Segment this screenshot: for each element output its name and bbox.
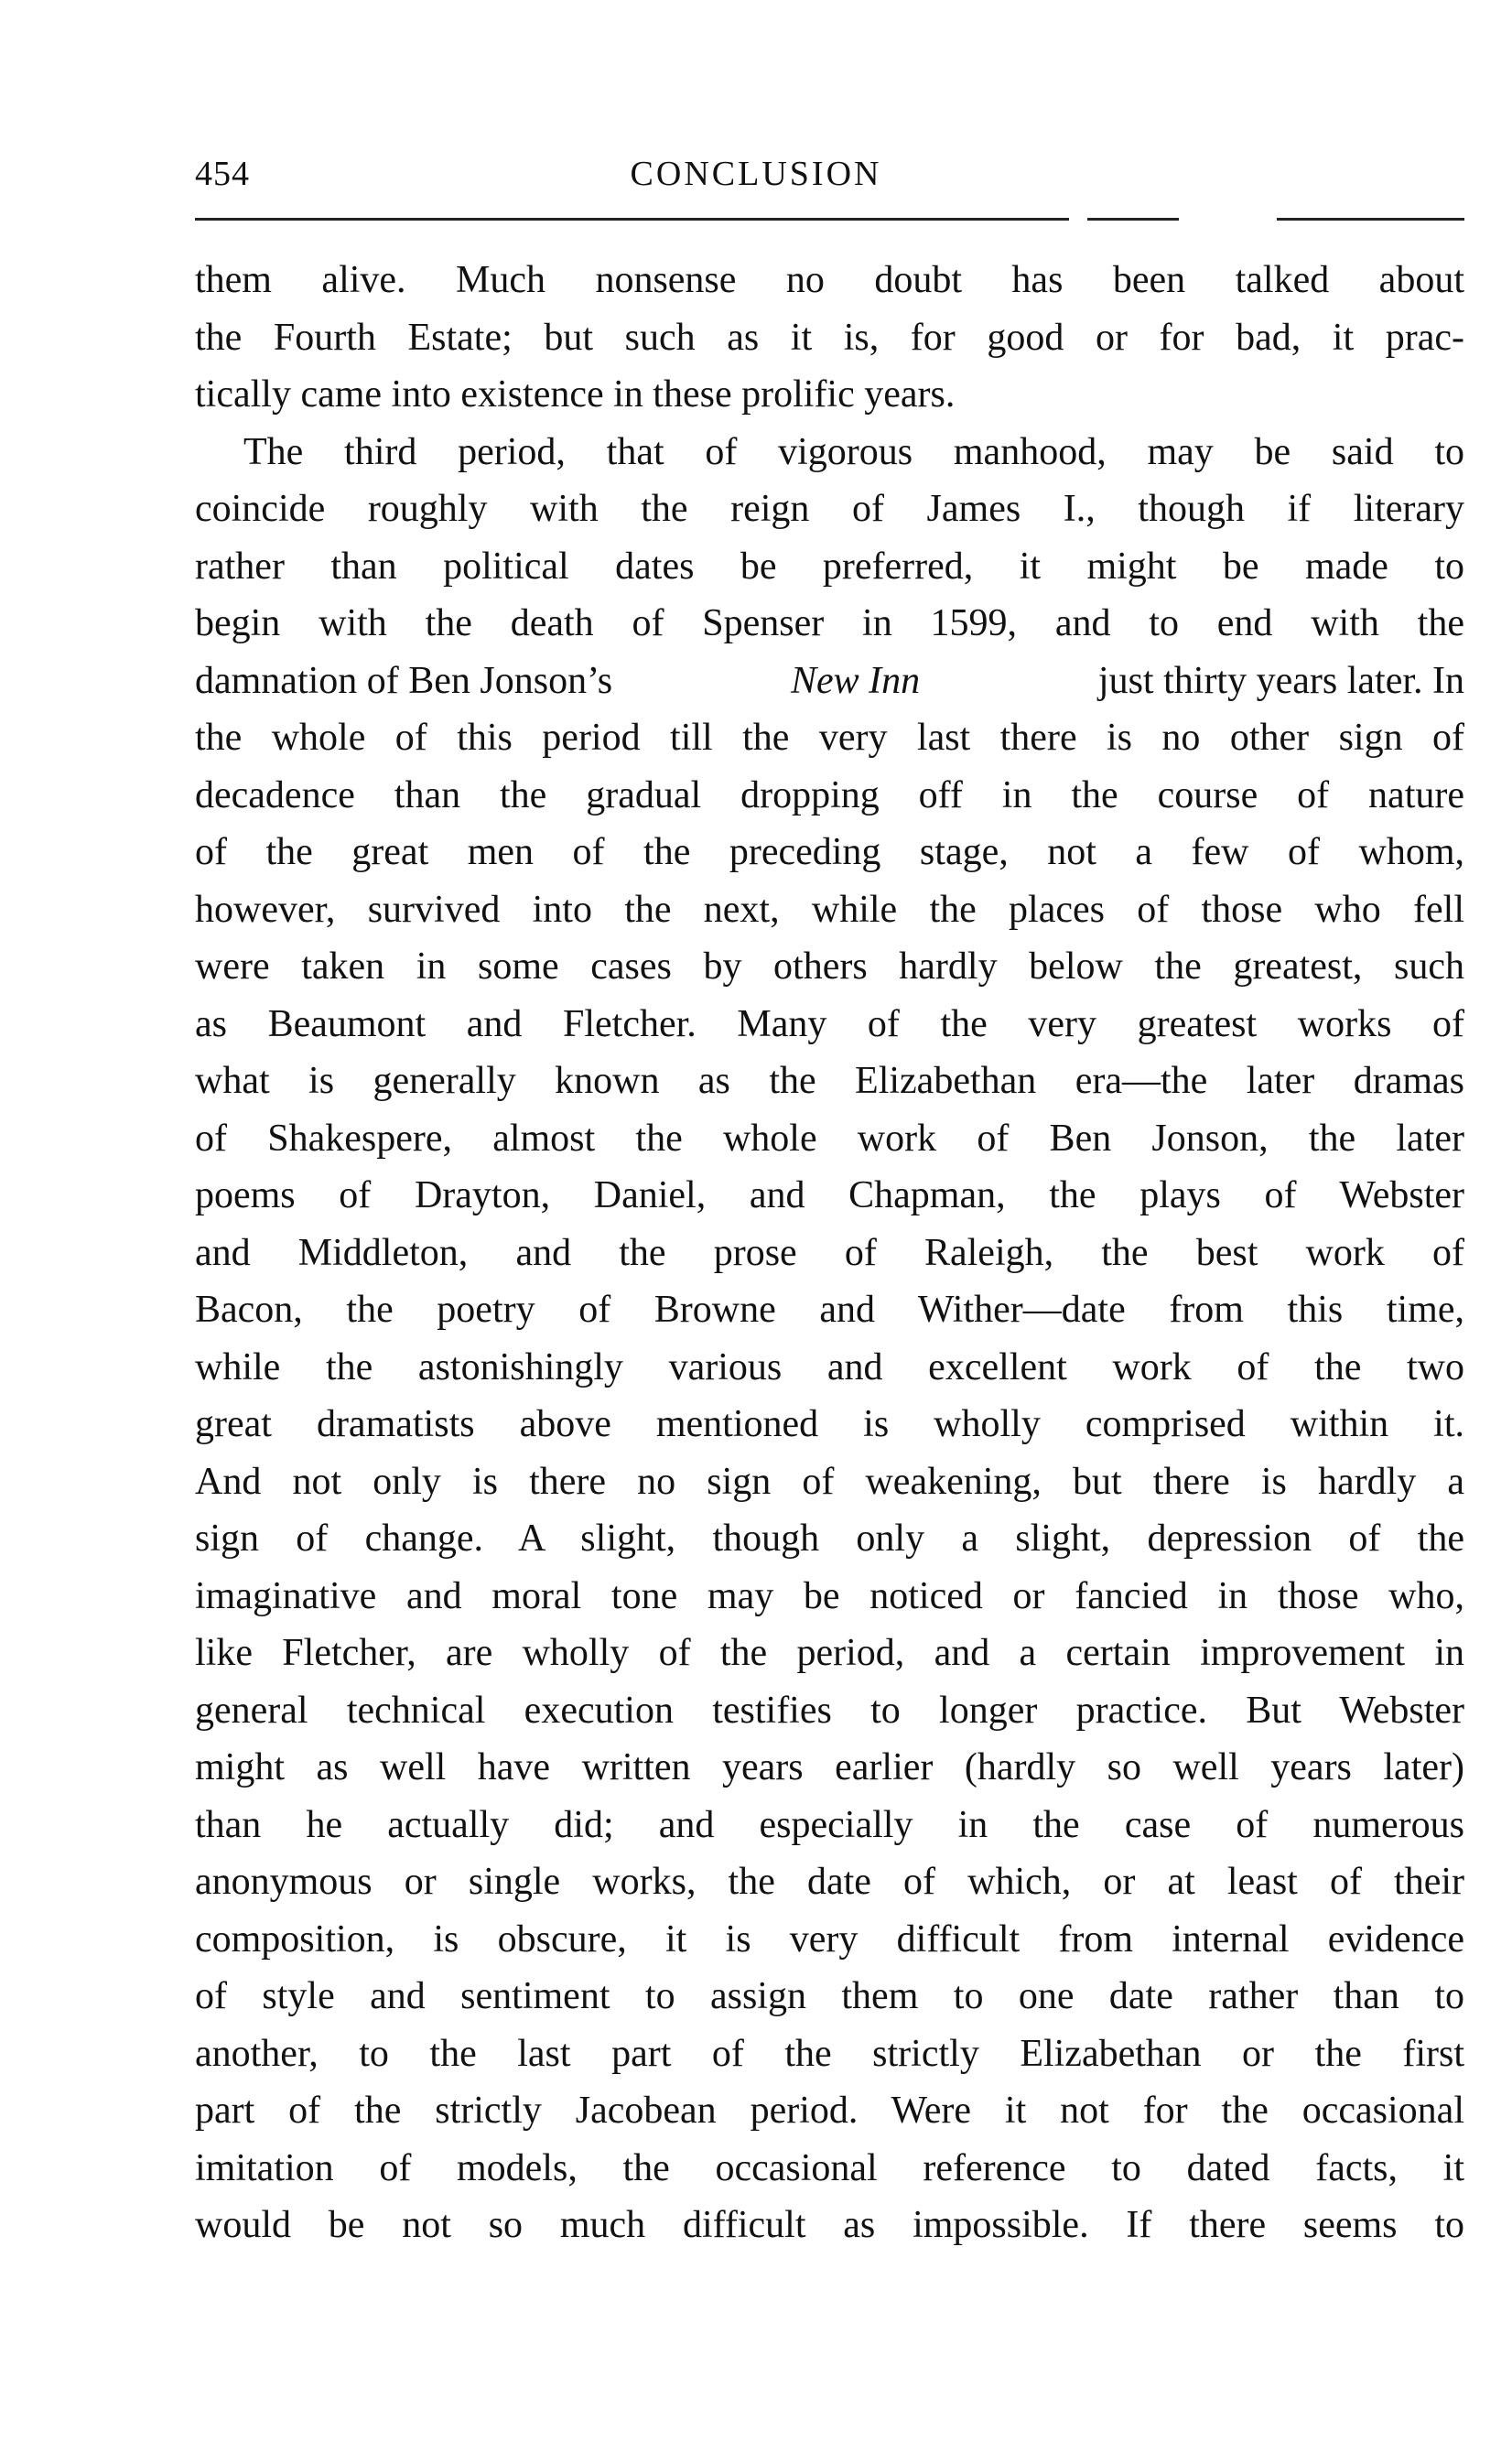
text-line: of Shakespere, almost the whole work of Ben Jonson, the later xyxy=(195,1117,1464,1160)
text-line: imaginative and moral tone may be noticed or fancied in those who, xyxy=(195,1574,1464,1617)
text-line: of the great men of the preceding stage, not a few of whom, xyxy=(195,831,1464,873)
text-line: anonymous or single works, the date of which, or at least of their xyxy=(195,1861,1464,1903)
text-segment: just thirty years later. In xyxy=(1097,659,1464,702)
text-segment: damnation of Ben Jonson’s xyxy=(195,659,613,702)
text-line: would be not so much difficult as impossible. If there seems to xyxy=(195,2204,1464,2246)
text-line xyxy=(195,658,1464,704)
header-rule xyxy=(1087,218,1179,221)
text-line: begin with the death of Spenser in 1599, and to end with the xyxy=(195,602,1464,644)
text-line: however, survived into the next, while the places of those who fell xyxy=(195,888,1464,931)
text-line: poems of Drayton, Daniel, and Chapman, the plays of Webster xyxy=(195,1174,1464,1216)
italic-title: New Inn xyxy=(790,659,921,702)
text-line: and Middleton, and the prose of Raleigh, the best work of xyxy=(195,1231,1464,1274)
text-line: Bacon, the poetry of Browne and Wither—date from this time, xyxy=(195,1289,1464,1331)
text-line: while the astonishingly various and excellent work of the two xyxy=(195,1345,1464,1388)
text-line: tically came into existence in these prolific years. xyxy=(195,373,956,416)
text-line: of style and sentiment to assign them to one date rather than to xyxy=(195,1975,1464,2017)
text-line: general technical execution testifies to longer practice. But Webster xyxy=(195,1689,1464,1732)
text-line: part of the strictly Jacobean period. Were it not for the occasional xyxy=(195,2090,1464,2132)
text-line: great dramatists above mentioned is wholly comprised within it. xyxy=(195,1403,1464,1445)
text-line: like Fletcher, are wholly of the period, and a certain improvement in xyxy=(195,1632,1464,1674)
header-rule xyxy=(1277,218,1464,221)
text-line: the whole of this period till the very last there is no other sign of xyxy=(195,717,1464,759)
text-line: rather than political dates be preferred, it might be made to xyxy=(195,545,1464,588)
text-line: sign of change. A slight, though only a slight, depression of the xyxy=(195,1518,1464,1560)
header-rule xyxy=(264,218,1069,221)
text-line: And not only is there no sign of weakening, but there is hardly a xyxy=(195,1460,1464,1503)
text-line: might as well have written years earlier (hardly so well years later) xyxy=(195,1746,1464,1788)
text-line: imitation of models, the occasional reference to dated facts, it xyxy=(195,2146,1464,2189)
text-line: composition, is obscure, it is very difficult from internal evidence xyxy=(195,1917,1464,1961)
text-line: what is generally known as the Elizabethan era—the later dramas xyxy=(195,1060,1464,1102)
page-number: 454 xyxy=(195,155,250,193)
text-line: than he actually did; and especially in the case of numerous xyxy=(195,1803,1464,1846)
text-line: were taken in some cases by others hardly below the greatest, such xyxy=(195,945,1464,988)
text-line: them alive. Much nonsense no doubt has been talked about xyxy=(195,259,1464,301)
text-line: decadence than the gradual dropping off in the course of nature xyxy=(195,773,1464,816)
text-line: another, to the last part of the strictly Elizabethan or the first xyxy=(195,2032,1464,2075)
text-line: as Beaumont and Fletcher. Many of the very greatest works of xyxy=(195,1002,1464,1045)
text-line: coincide roughly with the reign of James I., though if literary xyxy=(195,488,1464,530)
text-line: the Fourth Estate; but such as it is, for good or for bad, it prac- xyxy=(195,316,1464,359)
text-line: The third period, that of vigorous manhood, may be said to xyxy=(243,430,1464,473)
running-head: CONCLUSION xyxy=(630,155,882,193)
